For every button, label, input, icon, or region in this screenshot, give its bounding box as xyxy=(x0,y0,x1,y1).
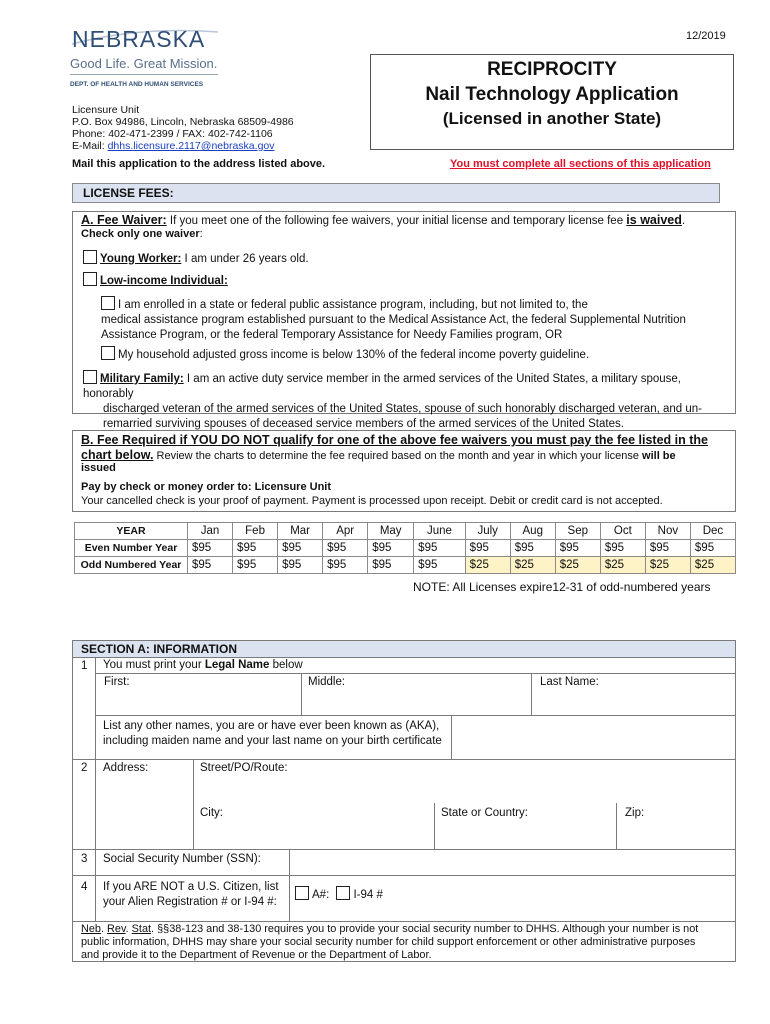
check-one-label: Check only one waiver xyxy=(81,228,200,240)
first-name-field[interactable] xyxy=(96,674,301,714)
aka-field[interactable] xyxy=(452,716,734,758)
ssn-statute: Neb. Rev. Stat. §§38-123 and 38-130 requires you to provide your social security number to DHHS. Although your number is not public information, DHHS may share your social security number for child support enforcement or other administrative purposes and provide it to the Department of Revenue or the Department of Labor. xyxy=(81,923,731,962)
month-header: July xyxy=(465,523,510,540)
logo-word: NEBRASKA xyxy=(72,26,206,52)
low-income-checkbox[interactable] xyxy=(83,272,97,286)
city-label: City: xyxy=(200,807,223,819)
month-header: Nov xyxy=(645,523,690,540)
year-header: YEAR xyxy=(75,523,188,540)
fee-cell: $95 xyxy=(278,540,323,557)
month-header: May xyxy=(368,523,414,540)
month-header: Feb xyxy=(233,523,278,540)
ssn-label: Social Security Number (SSN): xyxy=(103,853,261,865)
fee-cell: $95 xyxy=(510,540,555,557)
military-family-checkbox[interactable] xyxy=(83,370,97,384)
military-line2: discharged veteran of the armed services of the United States, spouse of such honorably discharged veteran, and un- xyxy=(103,403,702,415)
chart-below-label: chart below. xyxy=(81,448,154,462)
fee-cell: $95 xyxy=(188,540,233,557)
fee-cell: $95 xyxy=(690,540,735,557)
statute-line1: . §§38-123 and 38-130 requires you to provide your social security number to DHHS. Although your number is not xyxy=(151,923,699,935)
nebraska-logo xyxy=(70,22,220,92)
q1-suffix: below xyxy=(269,659,303,671)
fee-waiver-heading xyxy=(81,213,685,227)
fee-cell: $25 xyxy=(645,557,690,574)
fee-cell: $25 xyxy=(600,557,645,574)
title-line2: Nail Technology Application xyxy=(425,84,679,105)
title-line3: (Licensed in another State) xyxy=(442,109,662,128)
i94-label: I-94 # xyxy=(353,889,383,901)
q4-number: 4 xyxy=(81,881,88,893)
fee-cell: $95 xyxy=(233,540,278,557)
first-name-label: First: xyxy=(104,676,130,688)
fee-cell: $25 xyxy=(555,557,600,574)
pay-by: Pay by check or money order to: Licensure Unit xyxy=(81,481,332,493)
mail-note: Mail this application to the address listed above. xyxy=(72,158,326,170)
aka-line2: including maiden name and your last name on your birth certificate xyxy=(103,735,442,747)
a-number-checkbox[interactable] xyxy=(295,886,309,900)
contact-block xyxy=(72,104,294,152)
city-field[interactable] xyxy=(194,805,434,847)
contact-unit: Licensure Unit xyxy=(72,104,140,116)
fee-table xyxy=(74,522,736,574)
young-worker-text: I am under 26 years old. xyxy=(181,253,309,265)
assistance-line1: I am enrolled in a state or federal public assistance program, including, but not limited to, the xyxy=(118,299,588,311)
section-a-title: SECTION A: INFORMATION xyxy=(81,642,237,656)
alien-line2: your Alien Registration # or I-94 #: xyxy=(103,896,277,908)
street-field[interactable] xyxy=(194,760,734,802)
logo-dept: DEPT. OF HEALTH AND HUMAN SERVICES xyxy=(70,81,204,88)
statute-line2: public information, DHHS may share your social security number for child support enforcement or other administrative purposes xyxy=(81,936,696,948)
low-income-option1 xyxy=(101,296,686,343)
last-name-field[interactable] xyxy=(532,674,732,714)
middle-name-field[interactable] xyxy=(302,674,531,714)
stat-rev: Rev xyxy=(107,923,126,935)
fee-required-heading: B. Fee Required if YOU DO NOT qualify for one of the above fee waivers you must pay the fee listed in the xyxy=(81,433,708,447)
ssn-field[interactable] xyxy=(290,850,734,874)
household-income-checkbox[interactable] xyxy=(101,346,115,360)
will-be: will be xyxy=(642,450,676,462)
address-label: Address: xyxy=(103,762,149,774)
fee-table-header xyxy=(75,523,736,540)
a-number-label: A#: xyxy=(312,889,330,901)
month-header: Oct xyxy=(600,523,645,540)
month-header: June xyxy=(414,523,466,540)
month-header: Dec xyxy=(690,523,735,540)
odd-year-row xyxy=(75,557,736,574)
fee-cell: $95 xyxy=(414,540,466,557)
zip-field[interactable] xyxy=(617,805,734,847)
is-waived: is waived xyxy=(626,213,682,227)
fee-cell: $95 xyxy=(645,540,690,557)
month-header: Jan xyxy=(188,523,233,540)
month-header: Apr xyxy=(323,523,368,540)
license-fees-title: LICENSE FEES: xyxy=(83,186,174,200)
title-line1: RECIPROCITY xyxy=(487,59,617,80)
young-worker-checkbox[interactable] xyxy=(83,250,97,264)
period: . xyxy=(681,215,686,227)
fee-waiver-label: A. Fee Waiver: xyxy=(81,213,167,227)
military-row xyxy=(83,370,723,432)
row-label: Even Number Year xyxy=(75,540,188,557)
expiry-note: NOTE: All Licenses expire12-31 of odd-numbered years xyxy=(413,580,711,594)
fee-cell: $25 xyxy=(510,557,555,574)
military-line3: remarried surviving spouses of deceased service members of the armed services of the United States. xyxy=(103,418,624,430)
review-charts-text: Review the charts to determine the fee required based on the month and year in which your license xyxy=(153,450,643,462)
fee-cell: $95 xyxy=(323,540,368,557)
email-label: E-Mail: xyxy=(72,140,108,152)
q3-number: 3 xyxy=(81,853,88,865)
middle-name-label: Middle: xyxy=(308,676,346,688)
month-header: Sep xyxy=(555,523,600,540)
zip-label: Zip: xyxy=(625,807,645,819)
street-label: Street/PO/Route: xyxy=(200,762,288,774)
month-header: Mar xyxy=(278,523,323,540)
fee-cell: $95 xyxy=(278,557,323,574)
low-income-label: Low-income Individual: xyxy=(100,275,228,287)
contact-phone: Phone: 402-471-2399 / FAX: 402-742-1106 xyxy=(72,128,273,140)
fee-required-box xyxy=(72,430,736,512)
assistance-program-checkbox[interactable] xyxy=(101,296,115,310)
fee-required-line2 xyxy=(81,448,676,462)
fee-cell: $95 xyxy=(465,540,510,557)
title-box xyxy=(370,54,734,150)
last-name-label: Last Name: xyxy=(540,676,599,688)
assistance-line3: Assistance Program, or the federal Temporary Assistance for Needy Families program, OR xyxy=(101,329,563,341)
military-line1: I am an active duty service member in the armed services of the United States, a military spouse, honorably xyxy=(83,373,681,400)
fee-cell: $95 xyxy=(323,557,368,574)
fee-cell: $25 xyxy=(465,557,510,574)
contact-email-row xyxy=(72,140,294,152)
aka-label xyxy=(103,719,442,749)
statute-line3: and provide it to the Department of Revenue or the Department of Labor. xyxy=(81,949,432,961)
state-label: State or Country: xyxy=(441,807,528,819)
military-family-label: Military Family: xyxy=(100,373,184,385)
i94-checkbox[interactable] xyxy=(336,886,350,900)
assistance-line2: medical assistance program established pursuant to the Medical Assistance Act, the federal Supplemental Nutrition xyxy=(101,314,686,326)
stat-neb: Neb xyxy=(81,923,101,935)
fee-cell: $95 xyxy=(233,557,278,574)
complete-note: You must complete all sections of this application xyxy=(450,158,711,170)
fee-cell: $95 xyxy=(600,540,645,557)
fee-cell: $95 xyxy=(188,557,233,574)
stat-stat: Stat xyxy=(131,923,152,935)
logo-tagline: Good Life. Great Mission. xyxy=(70,56,218,71)
q2-number: 2 xyxy=(81,762,88,774)
license-fees-header xyxy=(72,183,720,203)
check-one-note xyxy=(81,228,203,240)
q1-number: 1 xyxy=(81,660,88,672)
row-label: Odd Numbered Year xyxy=(75,557,188,574)
alien-label xyxy=(103,880,279,910)
colon: : xyxy=(199,228,203,240)
even-year-row xyxy=(75,540,736,557)
fee-cell: $95 xyxy=(368,540,414,557)
young-worker-label: Young Worker: xyxy=(100,253,182,265)
q1-label xyxy=(103,659,303,671)
low-income-row xyxy=(83,272,228,287)
young-worker-row xyxy=(83,250,309,265)
fee-waiver-text: If you meet one of the following fee waivers, your initial license and temporary license fee xyxy=(166,215,627,227)
section-a-form xyxy=(72,640,736,962)
legal-name-label: Legal Name xyxy=(204,659,270,671)
proof-of-payment: Your cancelled check is your proof of payment. Payment is processed upon receipt. Debit or credit card is not accepted. xyxy=(81,495,663,507)
contact-address: P.O. Box 94986, Lincoln, Nebraska 68509-4986 xyxy=(72,116,294,128)
fee-cell: $25 xyxy=(690,557,735,574)
low-income-option2 xyxy=(101,346,589,361)
issued: issued xyxy=(81,462,116,474)
fee-cell: $95 xyxy=(414,557,466,574)
fee-waiver-box xyxy=(72,211,736,430)
date: 12/2019 xyxy=(686,30,726,42)
month-header: Aug xyxy=(510,523,555,540)
alien-line1: If you ARE NOT a U.S. Citizen, list xyxy=(103,881,279,893)
aka-line1: List any other names, you are or have ever been known as (AKA), xyxy=(103,720,440,732)
q1-prefix: You must print your xyxy=(103,659,205,671)
fee-cell: $95 xyxy=(555,540,600,557)
alien-options xyxy=(295,886,383,901)
email-link[interactable]: dhhs.licensure.2117@nebraska.gov xyxy=(107,140,275,152)
household-income-text: My household adjusted gross income is below 130% of the federal income poverty guideline. xyxy=(118,349,590,361)
state-field[interactable] xyxy=(435,805,615,847)
fee-cell: $95 xyxy=(368,557,414,574)
